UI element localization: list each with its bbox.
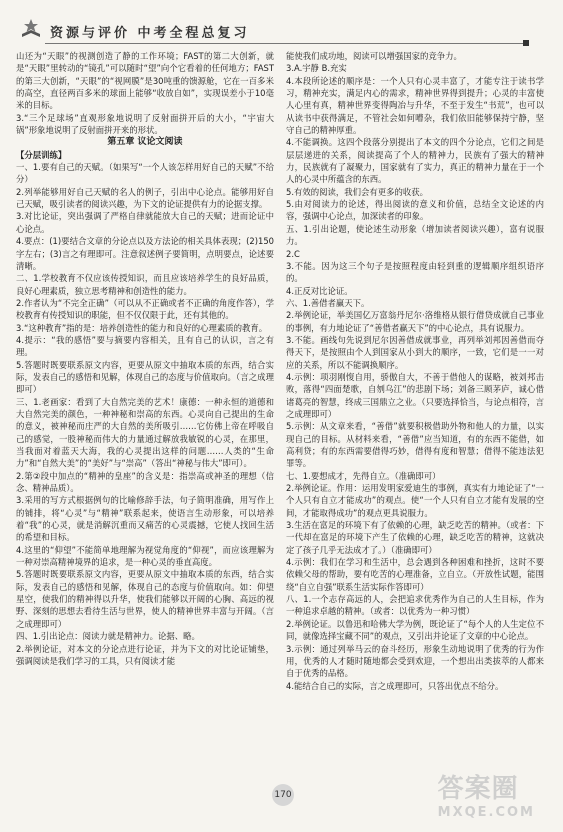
- page-header: [0, 0, 563, 46]
- answer-paragraph: 六、1.善借者赢天下。: [286, 297, 370, 308]
- answer-paragraph: 4.示例：项羽刚愎自用，骄傲自大，不善于借他人的谋略，被刘邦击败，落得“四面楚歌，自刎乌江”的悲剧下场；刘备三顾茅庐，诚心借诸葛亮的智慧，终成三国鼎立之业。（只要选择恰当，与论点相符，言之成理即可）: [286, 371, 544, 419]
- answer-paragraph: 2.作者认为“不完全正确”（可以从不正确或者不正确的角度作答），学校教育有传授知识的职能，但不仅仅限于此，还有其他的。: [16, 297, 274, 321]
- answer-paragraph: 4.本段所论述的顺序是：一个人只有心灵丰富了，才能专注于读书学习，精神充实，满足内心的需求，精神世界得到提升；心灵的丰富使人心里有真，精神世界变得陶冶与升华，不至于发生“书荒”，也可以从读书中获得满足，不管社会如何嘈杂，我们依旧能够保持宁静，坚守自己的精神厚重。: [286, 75, 544, 136]
- answer-paragraph: 4.正反对比论证。: [286, 285, 353, 296]
- answer-paragraph: 八、1.一个志存高远的人，会把追求优秀作为自己的人生目标，作为一种追求卓越的精神。（或者：以优秀为一种习惯）: [286, 594, 544, 617]
- answer-paragraph: 3.示例：通过列举马云的奋斗经历，形象生动地说明了优秀的行为作用，优秀的人才随时随地都会受到欢迎，一个想出出类拔萃的人都来自于优秀的品格。: [286, 643, 544, 679]
- answer-paragraph: 2.C: [286, 248, 300, 259]
- answer-paragraph: 5.示例：从文章来看，“善借”就要积极借助外物和他人的力量，以实现自己的目标。从材料来看，“善借”应当知道，有的东西不能借，如高利贷；有的东西需要借得巧妙，借得有度和智慧；借得不能违法犯罪等。: [286, 421, 544, 469]
- answer-paragraph: 一、1.要有自己的天赋。（如果写“一个人该怎样用好自己的天赋”不给分）: [16, 162, 274, 185]
- answer-paragraph: 3.“三个足球场”直观形象地说明了反射面拼开后的大小，“宇宙大锅”形象地说明了反射面拼开来的形状。: [16, 112, 274, 136]
- watermark-sub: MXQE.COM: [437, 805, 535, 820]
- subsection-label: 【分层训练】: [16, 149, 67, 160]
- answer-paragraph: 山还为“天眼”的视测创造了静的工作环境；FAST的第二大创新，就是“天眼”里转动的“镜孔”可以随时“望”向个它看着的任何地方；FAST的第三大创新，“天眼”的“视网膜”是30吨重的馈源舱，它在一百多米的高空，直径两百多米的球面上能够“收放自如”，实现误差小于10毫米的目标。: [16, 51, 274, 111]
- answer-paragraph: 四、1.引出论点：阅读力就是精神力。论据、略。: [16, 631, 200, 642]
- answer-paragraph: 3.采用的写方式根据例句的比喻修辞手法，句子简明准确，用写作上的铺排，将“心灵”与“精神”联系起来，使语言生动形象，可以培养着“我”的心灵，就是消解沉重而又痛苦的心灵震撼，它使人找回生活的希望和目标。: [16, 495, 274, 543]
- answer-paragraph: 4.示例：我们在学习和生活中，总会遇到各种困难和挫折，这时不要依赖父母的帮助，要有吃苦的心理准备，立自立。（开放性试题，能围绕“自立自强”联系生活实际作答即可）: [286, 557, 544, 592]
- right-column: [286, 50, 544, 692]
- answer-paragraph: 3.不能。因为这三个句子是按照程度由轻到重的逻辑顺序组织语序的。: [286, 260, 544, 284]
- answer-paragraph: 三、1.老画家：看到了大自然完美的艺术！康德：一种永恒的道德和大自然完美的颜色，一种神秘和崇高的东西。心灵向自己提出的生命的意义，被神秘而庄严的大自然的美所吸引……它仿佛上帝在呼吸自己的感觉，一股神秘而伟大的力量通过解放我敏锐的心灵，在那里，当我面对着蓝天大海，我的心灵提出这样的问题……人类的“生命力”和“自然大美”的“美好”与“崇高”（答出“神秘与伟大”即可）。: [16, 396, 274, 469]
- book-logo-icon: [18, 16, 44, 42]
- answer-paragraph: 能使我们成功地，阅读可以增强国家的竞争力。: [286, 51, 462, 61]
- answer-paragraph: 2.举例论证，对本文的分论点进行论证，并为下文的对比论证铺垫，强调阅读是我们学习的工具，只有阅读才能: [16, 643, 274, 666]
- answer-paragraph: 5.答题时既要联系原文内容，更要从原文中抽取本质的东西，结合实际，发表自己的感悟和见解，体现自己的态度与价值取向。如：仰望星空，使我们的精神得以升华，使我们能够以开阔的心胸、高远的视野、深刻的思想去看待生活与世界，使人的精神世界丰富与开阔。（言之成理即可）: [16, 569, 274, 629]
- answer-paragraph: 3.“这种教育”指的是：培养创造性的能力和良好的心理素质的教育。: [16, 322, 268, 333]
- answer-paragraph: 2.举例论证，举美国亿万富翁丹尼尔·洛维格从银行借贷成就自己事业的事例，有力地论证了“善借者赢天下”的中心论点，具有说服力。: [286, 310, 544, 333]
- answer-paragraph: 5.有效的阅读，我们会有更多的收获。: [286, 186, 428, 197]
- header-divider: [45, 43, 525, 44]
- answer-paragraph: 3.生活在富足的环境下有了依赖的心理，缺乏吃苦的精神。（或者：下一代却在富足的环境下产生了依赖的心理，缺乏吃苦的精神，这就决定了孩子几乎无法成才了。）（准确即可）: [286, 520, 544, 555]
- header-title: 资源与评价 中考全程总复习: [50, 26, 250, 41]
- answer-paragraph: 5.答题时既要联系原文内容，更要从原文中抽取本质的东西，结合实际，发表自己的感悟和见解，体现自己的态度与价值取向。（言之成理即可）: [16, 359, 274, 395]
- answer-paragraph: 2.举例论证。以鲁迅和哈佛大学为例，既论证了“每个人的人生定位不同，就像选择宝藏不同”的观点，又引出并论证了文章的中心论点。: [286, 618, 544, 642]
- watermark: [438, 768, 535, 820]
- answer-paragraph: 2.列举能够用好自己天赋的名人的例子，引出中心论点。能够用好自己天赋，吸引读者的阅读兴趣，为下文的论证提供有力的论据支撑。: [16, 186, 274, 210]
- answer-paragraph: 七、1.要想成才，先得自立。（准确即可）: [286, 470, 441, 481]
- answer-paragraph: 五、1.引出论题，使论述生动形象（增加读者阅读兴趣），富有说服力。: [286, 223, 544, 247]
- page-number: 170: [272, 784, 294, 806]
- left-column: [16, 50, 274, 667]
- answer-paragraph: 4.不能调换。这四个段落分别提出了本文的四个分论点，它们之间是层层递进的关系，阅读提高了个人的精神力，民族有了强大的精神力，民族就有了凝聚力，国家就有了实力，真正的精神力量在于一个人的心灵中所蕴含的东西。: [286, 137, 544, 185]
- answer-paragraph: 2.举例论证。作用：运用发明家爱迪生的事例，真实有力地论证了“一个人只有自立才能成功”的观点。使“一个人只有自立才能有发展的空间，才能取得成功”的观点更具说服力。: [286, 483, 544, 518]
- watermark-main: 答案圈: [437, 774, 519, 804]
- answer-paragraph: 二、1.学校教育不仅应该传授知识，而且应该培养学生的良好品质，良好心理素质，独立思考精神和创造性的能力。: [16, 273, 274, 296]
- header-square-marker: [523, 40, 529, 46]
- answer-paragraph: 3.对比论证，突出强调了严格自律就能放大自己的天赋；进而论证中心论点。: [16, 211, 274, 234]
- answer-paragraph: 4.要点：(1)要结合文章的分论点以及方法论的相关具体表现；(2)150字左右；(3)言之有理即可。注意叙述例子要简明，点明要点，论述要清晰。: [16, 236, 274, 271]
- answer-paragraph: 4.能结合自己的实际，言之成理即可，只答出优点不给分。: [286, 680, 504, 691]
- answer-paragraph: 3.A.宇静 B.充实: [286, 63, 347, 74]
- answer-paragraph: 5.由对阅读力的论述，得出阅读的意义和价值，总结全文论述的内容，强调中心论点，加深读者的印象。: [286, 199, 544, 222]
- section-heading: 第五章 议论文阅读: [107, 137, 183, 148]
- answer-paragraph: 2.第②段中加点的“精神的皇座”的含义是：指崇高或神圣的理想（信念、精神品质）。: [16, 470, 274, 494]
- answer-paragraph: 4.提示：“我的感悟”要与摘要内容相关，且有自己的认识，言之有理。: [16, 334, 274, 358]
- answer-paragraph: 3.不能。画线句先说到尼尔因善借成就事业，再列举刘邦因善借而夺得天下，是按照由个人到国家从小到大的顺序，一致，它们是一一对应的关系，所以不能调换顺序。: [286, 334, 544, 370]
- answer-paragraph: 4.这里的“仰望”不能简单地理解为视觉角度的“仰视”，而应该理解为一种对崇高精神境界的追求，是一种心灵的垂直高度。: [16, 544, 274, 568]
